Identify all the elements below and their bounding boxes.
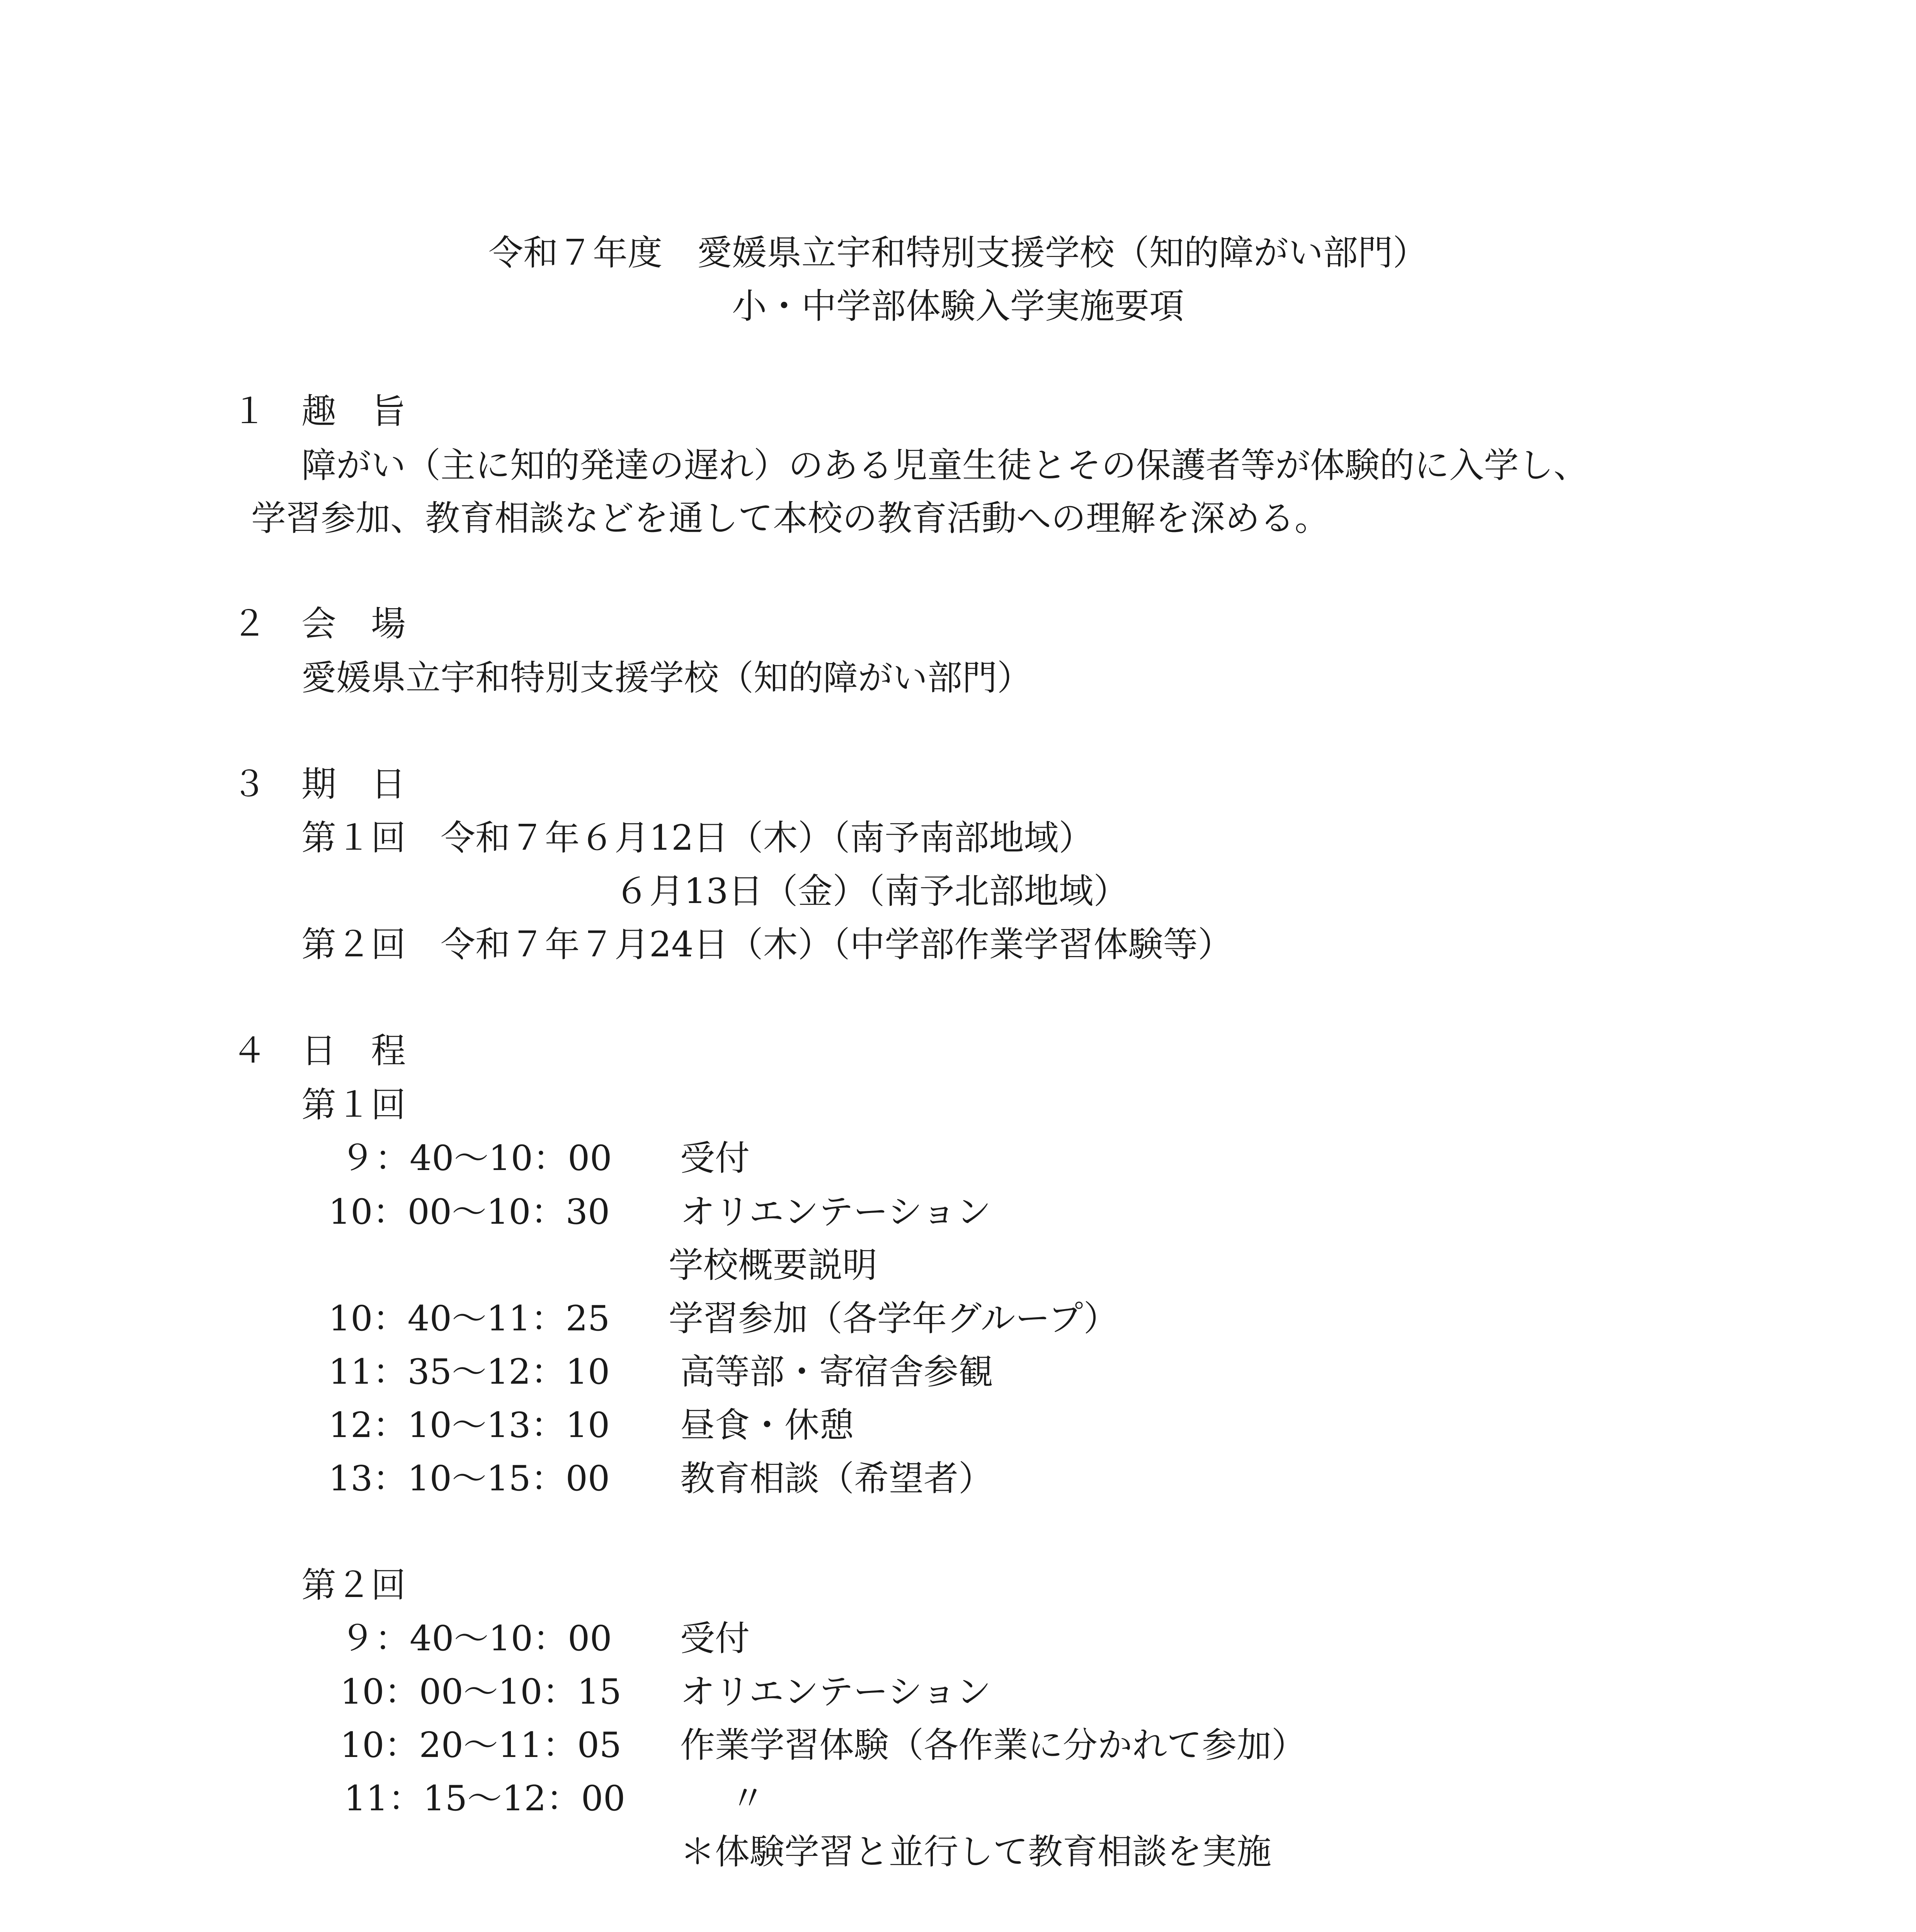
schedule-time: 12：10～13：10 bbox=[328, 1405, 610, 1446]
schedule-activity: 教育相談（希望者） bbox=[680, 1458, 993, 1499]
schedule-activity: 受付 bbox=[680, 1138, 750, 1179]
schedule-time: 11：35～12：10 bbox=[328, 1352, 610, 1392]
dates-line2: ６月13日（金）（南予北部地域） bbox=[614, 871, 1128, 912]
schedule-activity: 高等部・寄宿舎参観 bbox=[680, 1352, 993, 1392]
document-title-line1: 令和７年度 愛媛県立宇和特別支援学校（知的障がい部門） bbox=[488, 233, 1428, 273]
schedule-activity: 昼食・休憩 bbox=[680, 1405, 854, 1446]
schedule-time: 10：00～10：30 bbox=[328, 1192, 610, 1232]
schedule-activity: 作業学習体験（各作業に分かれて参加） bbox=[680, 1725, 1306, 1765]
schedule-time: 13：10～15：00 bbox=[328, 1458, 610, 1499]
schedule-activity: 学習参加（各学年グループ） bbox=[669, 1298, 1118, 1339]
document-title-line2: 小・中学部体験入学実施要項 bbox=[732, 286, 1184, 327]
schedule-activity: オリエンテーション bbox=[680, 1672, 991, 1712]
schedule-time: 10：20～11：05 bbox=[340, 1725, 622, 1765]
section-venue-heading: ２ 会 場 bbox=[232, 604, 406, 644]
purpose-text-line1: 障がい（主に知的発達の遅れ）のある児童生徒とその保護者等が体験的に入学し、 bbox=[301, 445, 1588, 486]
schedule-time: 10：00～10：15 bbox=[340, 1672, 622, 1712]
schedule-round2-label: 第２回 bbox=[301, 1565, 406, 1605]
schedule-ditto-mark: 〃 bbox=[730, 1778, 765, 1819]
schedule-time: ９：40～10：00 bbox=[340, 1138, 612, 1179]
schedule-time: 11：15～12：00 bbox=[344, 1778, 626, 1819]
schedule-round2-note: ＊体験学習と並行して教育相談を実施 bbox=[680, 1832, 1271, 1872]
schedule-round1-label: 第１回 bbox=[301, 1085, 406, 1125]
section-dates-heading: ３ 期 日 bbox=[232, 764, 406, 804]
dates-line1: 第１回 令和７年６月12日（木）（南予南部地域） bbox=[301, 818, 1094, 858]
purpose-text-line2: 学習参加、教育相談などを通して本校の教育活動への理解を深める。 bbox=[251, 498, 1329, 539]
schedule-time: ９：40～10：00 bbox=[340, 1618, 612, 1659]
section-schedule-heading: ４ 日 程 bbox=[232, 1031, 406, 1071]
venue-text: 愛媛県立宇和特別支援学校（知的障がい部門） bbox=[301, 658, 1032, 698]
schedule-activity: 受付 bbox=[680, 1618, 750, 1659]
section-purpose-heading: １ 趣 旨 bbox=[232, 391, 406, 432]
schedule-activity: オリエンテーション bbox=[680, 1192, 991, 1232]
schedule-time: 10：40～11：25 bbox=[328, 1298, 610, 1339]
schedule-activity: 学校概要説明 bbox=[669, 1245, 877, 1286]
dates-line3: 第２回 令和７年７月24日（木）（中学部作業学習体験等） bbox=[301, 924, 1233, 965]
